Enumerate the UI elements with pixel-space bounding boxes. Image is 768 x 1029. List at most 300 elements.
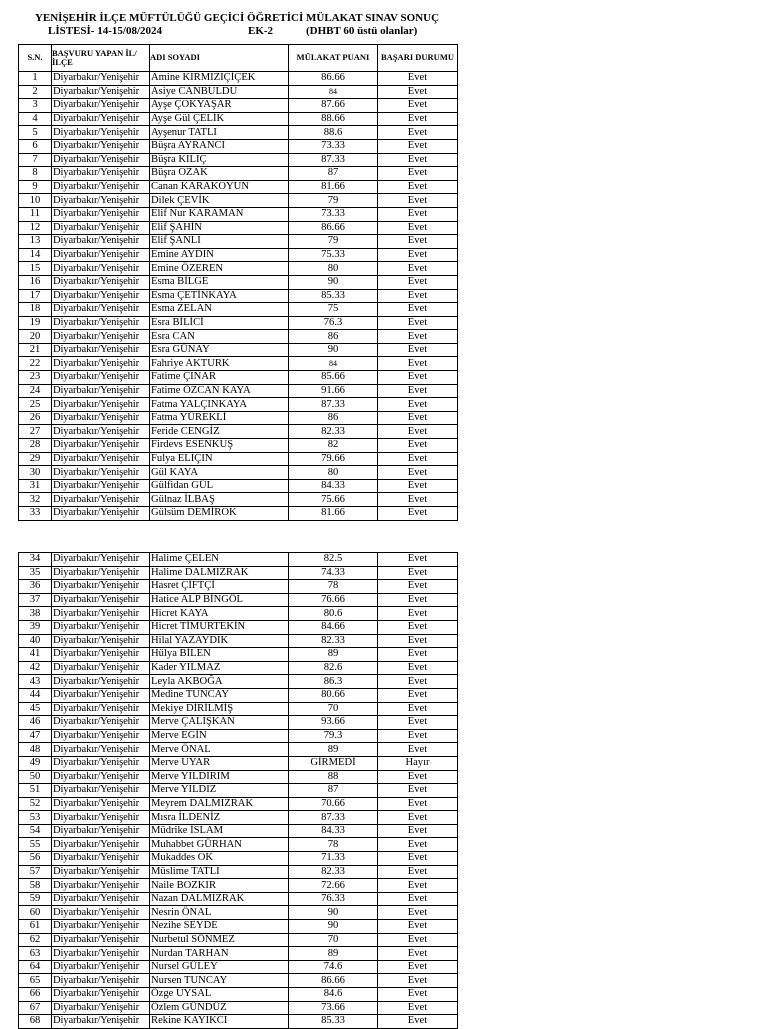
table-row (19, 797, 458, 811)
cell-location: Diyarbakır/Yenişehir (52, 248, 150, 262)
cell-result: Evet (378, 275, 458, 289)
cell-location: Diyarbakır/Yenişehir (52, 1001, 150, 1015)
table-row (19, 852, 458, 866)
results-table-2 (18, 552, 458, 1029)
table-row (19, 933, 458, 947)
cell-result: Evet (378, 425, 458, 439)
table-row (19, 756, 458, 770)
cell-score: 82.6 (289, 661, 378, 675)
title-annex: EK-2 (248, 25, 274, 37)
cell-name: Nesrin ÖNAL (150, 906, 289, 920)
cell-score: 80.6 (289, 607, 378, 621)
table-row (19, 634, 458, 648)
table-row (19, 425, 458, 439)
cell-result: Evet (378, 289, 458, 303)
cell-location: Diyarbakır/Yenişehir (52, 194, 150, 208)
cell-score: 73.66 (289, 1001, 378, 1015)
cell-name: Büşra OZAK (150, 167, 289, 181)
cell-result: Evet (378, 838, 458, 852)
cell-score: 84.66 (289, 620, 378, 634)
cell-name: Nursen TUNCAY (150, 974, 289, 988)
cell-location: Diyarbakır/Yenişehir (52, 466, 150, 480)
cell-result: Evet (378, 770, 458, 784)
cell-score: 75 (289, 303, 378, 317)
cell-result: Evet (378, 593, 458, 607)
cell-sn: 62 (19, 933, 52, 947)
cell-score: 70 (289, 933, 378, 947)
title-note: (DHBT 60 üstü olanlar) (306, 25, 418, 37)
cell-sn: 10 (19, 194, 52, 208)
cell-location: Diyarbakır/Yenişehir (52, 275, 150, 289)
cell-location: Diyarbakır/Yenişehir (52, 770, 150, 784)
cell-result: Evet (378, 648, 458, 662)
cell-name: Nursel GÜLEY (150, 960, 289, 974)
cell-name: Merve YILDIZ (150, 784, 289, 798)
cell-result: Evet (378, 784, 458, 798)
cell-score: 72.66 (289, 879, 378, 893)
cell-score: 84 (289, 85, 378, 99)
cell-score: 87.33 (289, 811, 378, 825)
table-row (19, 316, 458, 330)
cell-name: Kader YILMAZ (150, 661, 289, 675)
table-row (19, 824, 458, 838)
table-row (19, 784, 458, 798)
cell-result: Evet (378, 207, 458, 221)
table-row (19, 153, 458, 167)
cell-location: Diyarbakır/Yenişehir (52, 221, 150, 235)
cell-name: Rekine KAYIKCI (150, 1015, 289, 1029)
cell-sn: 32 (19, 493, 52, 507)
cell-result: Evet (378, 797, 458, 811)
cell-location: Diyarbakır/Yenişehir (52, 507, 150, 521)
cell-name: Gülsüm DEMİROK (150, 507, 289, 521)
cell-location: Diyarbakır/Yenişehir (52, 207, 150, 221)
cell-result: Evet (378, 729, 458, 743)
cell-name: Müdrike İSLAM (150, 824, 289, 838)
cell-location: Diyarbakır/Yenişehir (52, 702, 150, 716)
cell-name: Gülnaz İLBAŞ (150, 493, 289, 507)
cell-result: Evet (378, 248, 458, 262)
cell-location: Diyarbakır/Yenişehir (52, 235, 150, 249)
cell-sn: 57 (19, 865, 52, 879)
col-header-score: MÜLAKAT PUANI (289, 45, 378, 72)
cell-result: Evet (378, 153, 458, 167)
cell-score: 80.66 (289, 688, 378, 702)
table-row (19, 1015, 458, 1029)
cell-name: Fatime ÇINAR (150, 371, 289, 385)
cell-name: Büşra KILIÇ (150, 153, 289, 167)
table-row (19, 974, 458, 988)
cell-location: Diyarbakır/Yenişehir (52, 72, 150, 86)
cell-score: 82.5 (289, 553, 378, 567)
cell-name: Mekiye DİRİLMİŞ (150, 702, 289, 716)
table-row (19, 920, 458, 934)
cell-sn: 20 (19, 330, 52, 344)
title-line-2 (20, 25, 454, 38)
table-row (19, 330, 458, 344)
table-row (19, 384, 458, 398)
cell-score: 87.33 (289, 398, 378, 412)
cell-result: Evet (378, 607, 458, 621)
cell-name: Mısra İLDENİZ (150, 811, 289, 825)
cell-sn: 23 (19, 371, 52, 385)
table-row (19, 607, 458, 621)
table-row (19, 343, 458, 357)
cell-location: Diyarbakır/Yenişehir (52, 879, 150, 893)
cell-score: 85.33 (289, 289, 378, 303)
cell-name: Emine AYDIN (150, 248, 289, 262)
cell-result: Evet (378, 479, 458, 493)
cell-sn: 24 (19, 384, 52, 398)
cell-score: 79.66 (289, 452, 378, 466)
cell-score: 70 (289, 702, 378, 716)
cell-result: Evet (378, 661, 458, 675)
cell-result: Evet (378, 580, 458, 594)
cell-score: 91.66 (289, 384, 378, 398)
cell-sn: 35 (19, 566, 52, 580)
cell-location: Diyarbakır/Yenişehir (52, 920, 150, 934)
table-row (19, 126, 458, 140)
cell-location: Diyarbakır/Yenişehir (52, 343, 150, 357)
cell-sn: 7 (19, 153, 52, 167)
cell-result: Evet (378, 316, 458, 330)
cell-location: Diyarbakır/Yenişehir (52, 688, 150, 702)
cell-score: 82 (289, 439, 378, 453)
cell-result: Evet (378, 865, 458, 879)
cell-name: Özlem GÜNDÜZ (150, 1001, 289, 1015)
cell-score: 86.66 (289, 221, 378, 235)
cell-location: Diyarbakır/Yenişehir (52, 85, 150, 99)
cell-result: Evet (378, 112, 458, 126)
cell-score: 84 (289, 357, 378, 371)
cell-score: 86.66 (289, 974, 378, 988)
cell-sn: 50 (19, 770, 52, 784)
cell-location: Diyarbakır/Yenişehir (52, 99, 150, 113)
cell-location: Diyarbakır/Yenişehir (52, 289, 150, 303)
cell-result: Evet (378, 852, 458, 866)
cell-result: Evet (378, 553, 458, 567)
cell-name: Müslime TATLI (150, 865, 289, 879)
cell-location: Diyarbakır/Yenişehir (52, 988, 150, 1002)
cell-score: 90 (289, 275, 378, 289)
cell-result: Evet (378, 99, 458, 113)
cell-location: Diyarbakır/Yenişehir (52, 661, 150, 675)
table-row (19, 72, 458, 86)
cell-location: Diyarbakır/Yenişehir (52, 743, 150, 757)
cell-score: 84.33 (289, 824, 378, 838)
cell-score: 90 (289, 906, 378, 920)
cell-sn: 48 (19, 743, 52, 757)
table-row (19, 507, 458, 521)
cell-sn: 65 (19, 974, 52, 988)
table-row (19, 770, 458, 784)
cell-sn: 17 (19, 289, 52, 303)
cell-name: Esra GÜNAY (150, 343, 289, 357)
cell-result: Evet (378, 466, 458, 480)
cell-score: 75.66 (289, 493, 378, 507)
cell-score: 73.33 (289, 139, 378, 153)
table-row (19, 493, 458, 507)
cell-name: Hülya BİLEN (150, 648, 289, 662)
cell-sn: 30 (19, 466, 52, 480)
col-header-result: BAŞARI DURUMU (378, 45, 458, 72)
cell-location: Diyarbakır/Yenişehir (52, 634, 150, 648)
cell-name: Hilal YAZAYDIK (150, 634, 289, 648)
cell-name: Nazan DALMIZRAK (150, 892, 289, 906)
cell-sn: 9 (19, 180, 52, 194)
cell-score: 88.6 (289, 126, 378, 140)
cell-score: 81.66 (289, 180, 378, 194)
cell-name: Naile BOZKIR (150, 879, 289, 893)
cell-name: Büşra AYRANCI (150, 139, 289, 153)
cell-sn: 58 (19, 879, 52, 893)
table-row (19, 879, 458, 893)
table-row (19, 661, 458, 675)
cell-result: Evet (378, 303, 458, 317)
cell-score: 81.66 (289, 507, 378, 521)
cell-score: 89 (289, 648, 378, 662)
cell-sn: 41 (19, 648, 52, 662)
cell-sn: 56 (19, 852, 52, 866)
cell-result: Evet (378, 824, 458, 838)
cell-result: Evet (378, 634, 458, 648)
cell-name: Ayşe ÇOKYAŞAR (150, 99, 289, 113)
cell-score: 87 (289, 784, 378, 798)
cell-score: 82.33 (289, 634, 378, 648)
cell-sn: 54 (19, 824, 52, 838)
cell-result: Evet (378, 330, 458, 344)
cell-name: Halime DALMIZRAK (150, 566, 289, 580)
cell-location: Diyarbakır/Yenişehir (52, 824, 150, 838)
cell-location: Diyarbakır/Yenişehir (52, 716, 150, 730)
cell-location: Diyarbakır/Yenişehir (52, 892, 150, 906)
cell-result: Evet (378, 988, 458, 1002)
cell-location: Diyarbakır/Yenişehir (52, 865, 150, 879)
cell-result: Evet (378, 620, 458, 634)
cell-score: 85.33 (289, 1015, 378, 1029)
cell-sn: 67 (19, 1001, 52, 1015)
cell-name: Ayşe Gül ÇELİK (150, 112, 289, 126)
cell-sn: 61 (19, 920, 52, 934)
col-header-location: BAŞVURU YAPAN İL/İLÇE (52, 45, 150, 72)
table-row (19, 865, 458, 879)
table-row (19, 398, 458, 412)
cell-sn: 47 (19, 729, 52, 743)
cell-sn: 43 (19, 675, 52, 689)
cell-score: 76.3 (289, 316, 378, 330)
cell-name: Halime ÇELEN (150, 553, 289, 567)
cell-sn: 60 (19, 906, 52, 920)
cell-sn: 26 (19, 411, 52, 425)
cell-sn: 59 (19, 892, 52, 906)
cell-score: 85.66 (289, 371, 378, 385)
cell-result: Evet (378, 398, 458, 412)
cell-score: 79 (289, 194, 378, 208)
cell-sn: 49 (19, 756, 52, 770)
cell-result: Evet (378, 235, 458, 249)
results-table-1 (18, 44, 458, 521)
cell-name: Nurdan TARHAN (150, 947, 289, 961)
cell-sn: 15 (19, 262, 52, 276)
cell-location: Diyarbakır/Yenişehir (52, 675, 150, 689)
cell-location: Diyarbakır/Yenişehir (52, 479, 150, 493)
cell-score: 87.66 (289, 99, 378, 113)
cell-location: Diyarbakır/Yenişehir (52, 906, 150, 920)
col-header-name: ADI SOYADI (150, 45, 289, 72)
cell-name: Merve YILDIRIM (150, 770, 289, 784)
cell-sn: 21 (19, 343, 52, 357)
cell-result: Evet (378, 85, 458, 99)
cell-result: Evet (378, 933, 458, 947)
cell-name: Gül KAYA (150, 466, 289, 480)
table-row (19, 112, 458, 126)
cell-sn: 51 (19, 784, 52, 798)
cell-score: 82.33 (289, 425, 378, 439)
cell-location: Diyarbakır/Yenişehir (52, 398, 150, 412)
table-row (19, 620, 458, 634)
cell-location: Diyarbakır/Yenişehir (52, 838, 150, 852)
cell-result: Evet (378, 702, 458, 716)
cell-sn: 5 (19, 126, 52, 140)
table-row (19, 960, 458, 974)
cell-location: Diyarbakır/Yenişehir (52, 139, 150, 153)
cell-name: Fatime ÖZCAN KAYA (150, 384, 289, 398)
cell-result: Evet (378, 493, 458, 507)
title-list-date: LİSTESİ- 14-15/08/2024 (48, 25, 162, 37)
cell-location: Diyarbakır/Yenişehir (52, 493, 150, 507)
cell-name: Özge UYSAL (150, 988, 289, 1002)
cell-result: Evet (378, 716, 458, 730)
cell-location: Diyarbakır/Yenişehir (52, 756, 150, 770)
cell-sn: 11 (19, 207, 52, 221)
cell-location: Diyarbakır/Yenişehir (52, 797, 150, 811)
cell-sn: 1 (19, 72, 52, 86)
cell-score: 84.33 (289, 479, 378, 493)
cell-score: 90 (289, 920, 378, 934)
table-row (19, 580, 458, 594)
cell-result: Evet (378, 371, 458, 385)
cell-name: Fatma YALÇINKAYA (150, 398, 289, 412)
table-row (19, 452, 458, 466)
cell-name: Esma ÇETİNKAYA (150, 289, 289, 303)
cell-score: 80 (289, 466, 378, 480)
cell-score: 86 (289, 330, 378, 344)
cell-location: Diyarbakır/Yenişehir (52, 607, 150, 621)
table-row (19, 811, 458, 825)
cell-name: Feride CENGİZ (150, 425, 289, 439)
cell-sn: 22 (19, 357, 52, 371)
cell-location: Diyarbakır/Yenişehir (52, 167, 150, 181)
cell-location: Diyarbakır/Yenişehir (52, 1015, 150, 1029)
cell-score: 87.33 (289, 153, 378, 167)
cell-sn: 4 (19, 112, 52, 126)
table-row (19, 371, 458, 385)
cell-name: Gülfidan GÜL (150, 479, 289, 493)
cell-sn: 13 (19, 235, 52, 249)
cell-score: 78 (289, 838, 378, 852)
table-row (19, 947, 458, 961)
cell-score: 76.66 (289, 593, 378, 607)
cell-score: 84.6 (289, 988, 378, 1002)
cell-sn: 55 (19, 838, 52, 852)
table-row (19, 99, 458, 113)
table-row (19, 207, 458, 221)
cell-sn: 52 (19, 797, 52, 811)
cell-name: Hicret TİMURTEKİN (150, 620, 289, 634)
cell-score: 71.33 (289, 852, 378, 866)
cell-result: Evet (378, 566, 458, 580)
table-row (19, 988, 458, 1002)
table-row (19, 303, 458, 317)
cell-result: Evet (378, 892, 458, 906)
cell-name: Merve ÖNAL (150, 743, 289, 757)
cell-score: 90 (289, 343, 378, 357)
cell-sn: 44 (19, 688, 52, 702)
table-row (19, 221, 458, 235)
cell-sn: 45 (19, 702, 52, 716)
cell-sn: 38 (19, 607, 52, 621)
cell-score: 93.66 (289, 716, 378, 730)
cell-name: Elif Nur KARAMAN (150, 207, 289, 221)
table-row (19, 566, 458, 580)
cell-name: Firdevs ESENKUŞ (150, 439, 289, 453)
table-row (19, 85, 458, 99)
cell-score: 89 (289, 743, 378, 757)
cell-name: Hicret KAYA (150, 607, 289, 621)
cell-result: Evet (378, 1015, 458, 1029)
table-row (19, 702, 458, 716)
cell-name: Fulya ELIÇIN (150, 452, 289, 466)
cell-location: Diyarbakır/Yenişehir (52, 153, 150, 167)
table-row (19, 289, 458, 303)
cell-location: Diyarbakır/Yenişehir (52, 303, 150, 317)
table-row (19, 167, 458, 181)
cell-name: Esma BİLGE (150, 275, 289, 289)
cell-location: Diyarbakır/Yenişehir (52, 112, 150, 126)
cell-location: Diyarbakır/Yenişehir (52, 784, 150, 798)
cell-score: 88.66 (289, 112, 378, 126)
cell-result: Evet (378, 72, 458, 86)
table-row (19, 357, 458, 371)
cell-result: Evet (378, 126, 458, 140)
table-row (19, 675, 458, 689)
cell-sn: 12 (19, 221, 52, 235)
cell-result: Evet (378, 743, 458, 757)
cell-sn: 3 (19, 99, 52, 113)
cell-result: Evet (378, 974, 458, 988)
cell-score: 79 (289, 235, 378, 249)
cell-result: Evet (378, 507, 458, 521)
cell-name: Fatma YÜREKLİ (150, 411, 289, 425)
cell-location: Diyarbakır/Yenişehir (52, 316, 150, 330)
table-row (19, 593, 458, 607)
cell-location: Diyarbakır/Yenişehir (52, 729, 150, 743)
table-row (19, 729, 458, 743)
cell-name: Merve ÇALIŞKAN (150, 716, 289, 730)
cell-name: Meyrem DALMIZRAK (150, 797, 289, 811)
cell-name: Hasret ÇİFTÇİ (150, 580, 289, 594)
cell-score: 87 (289, 167, 378, 181)
cell-score: 82.33 (289, 865, 378, 879)
cell-sn: 36 (19, 580, 52, 594)
cell-result: Evet (378, 180, 458, 194)
table-row (19, 648, 458, 662)
cell-location: Diyarbakır/Yenişehir (52, 553, 150, 567)
cell-location: Diyarbakır/Yenişehir (52, 960, 150, 974)
cell-location: Diyarbakır/Yenişehir (52, 452, 150, 466)
cell-score: 76.33 (289, 892, 378, 906)
table-row (19, 1001, 458, 1015)
